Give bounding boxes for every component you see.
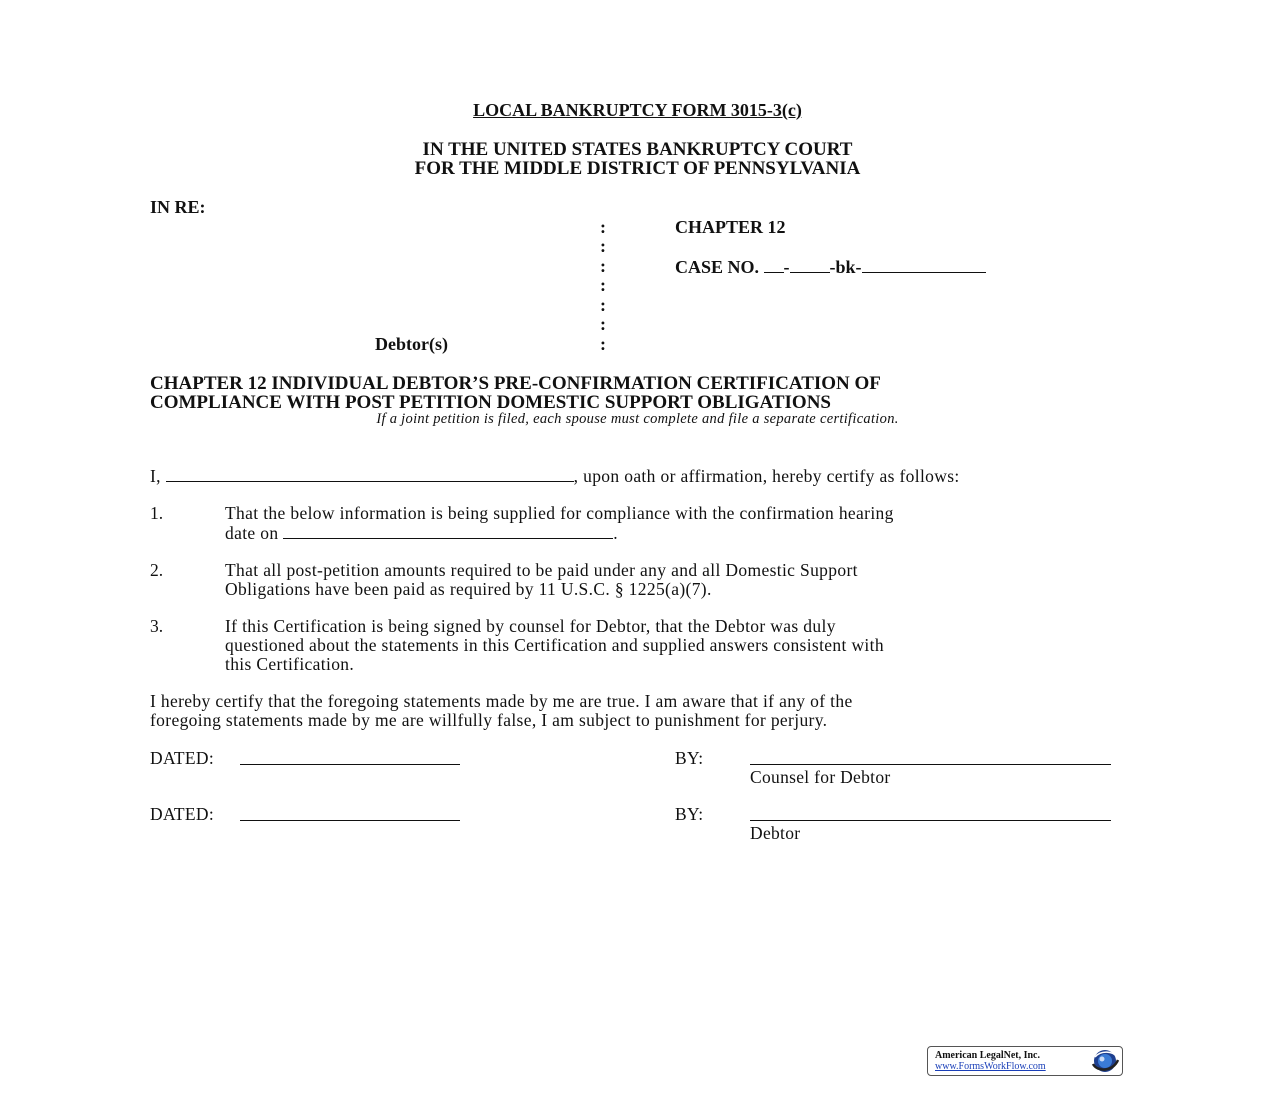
debtor-role-label: Debtor xyxy=(750,823,801,843)
case-number-blank[interactable] xyxy=(790,257,830,273)
doc-title-line2: COMPLIANCE WITH POST PETITION DOMESTIC SUPPORT OBLIGATIONS xyxy=(150,392,832,413)
case-year-blank[interactable] xyxy=(764,257,784,273)
certification-line2: foregoing statements made by me are willfully false, I am subject to punishment for perjury. xyxy=(150,710,828,730)
item-number: 3. xyxy=(150,616,164,636)
caption-colon: : xyxy=(600,275,606,295)
case-separator: - xyxy=(783,257,790,277)
doc-title-line1: CHAPTER 12 INDIVIDUAL DEBTOR’S PRE-CONFIRMATION CERTIFICATION OF xyxy=(150,373,881,394)
debtor-signature-field[interactable] xyxy=(750,820,1111,821)
caption-colon: : xyxy=(600,314,606,334)
case-no-label: CASE NO. xyxy=(675,257,764,277)
publisher-name: American LegalNet, Inc. xyxy=(935,1050,1040,1061)
oath-prefix: I, xyxy=(150,466,166,486)
caption-colon: : xyxy=(600,295,606,315)
caption-colon: : xyxy=(600,236,606,256)
form-title: LOCAL BANKRUPTCY FORM 3015-3(c) xyxy=(473,100,802,120)
dated-field-debtor[interactable] xyxy=(240,820,460,821)
globe-swirl-icon xyxy=(1085,1048,1121,1074)
item-2-line1: That all post-petition amounts required to be paid under any and all Domestic Support xyxy=(225,560,858,580)
name-field[interactable] xyxy=(166,466,574,482)
in-re-label: IN RE: xyxy=(150,197,206,217)
item-3-line1: If this Certification is being signed by counsel for Debtor, that the Debtor was duly xyxy=(225,616,836,636)
caption-colon: : xyxy=(600,256,606,276)
item-number: 2. xyxy=(150,560,164,580)
certification-line1: I hereby certify that the foregoing statements made by me are true. I am aware that if any of the xyxy=(150,691,853,711)
item-1-line2 xyxy=(225,523,1125,543)
court-name-line1: IN THE UNITED STATES BANKRUPTCY COURT xyxy=(422,139,853,160)
oath-suffix: , upon oath or affirmation, hereby certify as follows: xyxy=(573,466,960,486)
item-1-line1: That the below information is being supplied for compliance with the confirmation hearing xyxy=(225,503,894,523)
item-number: 1. xyxy=(150,503,164,523)
by-label: BY: xyxy=(675,804,704,824)
hearing-date-field[interactable] xyxy=(283,523,613,539)
dated-label: DATED: xyxy=(150,748,215,768)
by-label: BY: xyxy=(675,748,704,768)
chapter-label: CHAPTER 12 xyxy=(675,217,786,237)
item-3-line3: this Certification. xyxy=(225,654,355,674)
item-1-date-prefix: date on xyxy=(225,523,284,543)
joint-petition-instruction: If a joint petition is filed, each spouse must complete and file a separate certification. xyxy=(376,411,899,427)
dated-field-counsel[interactable] xyxy=(240,764,460,765)
counsel-role-label: Counsel for Debtor xyxy=(750,767,891,787)
debtors-label: Debtor(s) xyxy=(375,334,448,354)
case-number xyxy=(675,257,986,277)
oath-statement xyxy=(150,466,1130,486)
caption-colon: : xyxy=(600,217,606,237)
dated-label: DATED: xyxy=(150,804,215,824)
item-2-line2: Obligations have been paid as required by 11 U.S.C. § 1225(a)(7). xyxy=(225,579,712,599)
court-name-line2: FOR THE MIDDLE DISTRICT OF PENNSYLVANIA xyxy=(414,158,861,179)
counsel-signature-field[interactable] xyxy=(750,764,1111,765)
publisher-link[interactable]: www.FormsWorkFlow.com xyxy=(935,1061,1046,1072)
item-3-line2: questioned about the statements in this Certification and supplied answers consistent with xyxy=(225,635,884,655)
case-judge-blank[interactable] xyxy=(862,257,986,273)
publisher-badge xyxy=(927,1046,1123,1076)
case-separator-bk: -bk- xyxy=(829,257,862,277)
item-1-date-suffix: . xyxy=(613,523,618,543)
caption-colon: : xyxy=(600,334,606,354)
